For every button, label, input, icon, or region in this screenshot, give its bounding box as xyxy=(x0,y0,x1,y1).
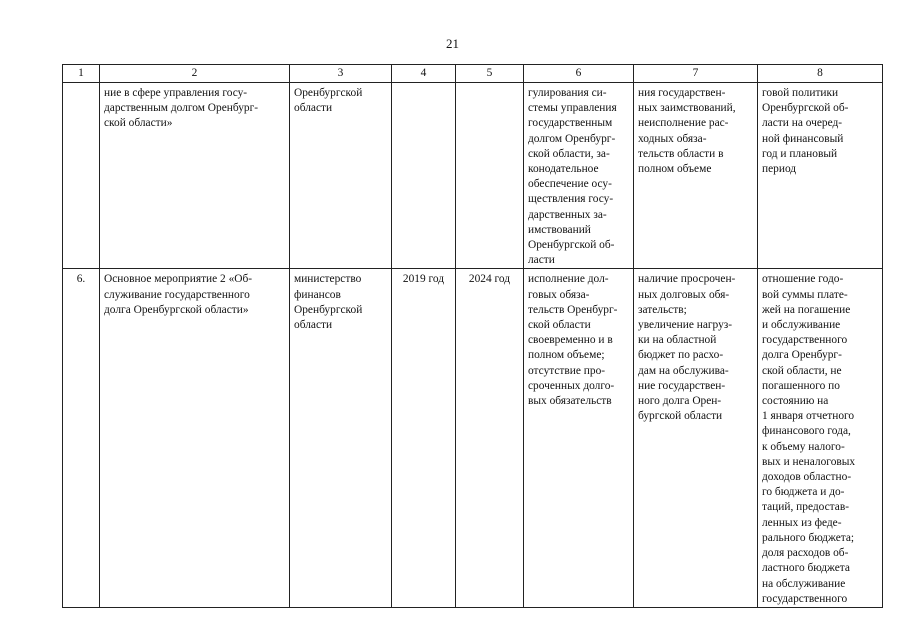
indicator-link: отношение годо- вой суммы плате- жей на погашение и обслуживание государственного долга Оренбург- ской области, не погашенного по состоянию на 1 января отчетного финансового года, к объему налого- вых и неналоговых доходов областно- го бюджета и до- таций, предостав- ленных из феде- рального бюджета; доля расходов об- ластного бюджета на обслуживание государственного xyxy=(762,273,856,605)
column-header-8: 8 xyxy=(758,65,883,83)
executor-cell xyxy=(290,83,392,269)
consequences: наличие просрочен- ных долговых обя- зательств; увеличение нагруз- ки на областной бюджет по расхо- дам на обслужива- ние государствен- ного долга Орен- бургской области xyxy=(638,273,736,423)
start-year-cell xyxy=(392,269,456,607)
end-year-cell xyxy=(456,83,524,269)
activity-name: Основное мероприятие 2 «Об- служивание государственного долга Оренбургской области» xyxy=(104,273,253,316)
activity-name-cell xyxy=(100,269,290,607)
column-header-3: 3 xyxy=(290,65,392,83)
column-header-1: 1 xyxy=(63,65,100,83)
expected-result: гулирования си- стемы управления государственным долгом Оренбург- ской области, за- конодательное обеспечение осу- ществления госу- дарственных за- имствований Оренбургской об- ласти xyxy=(528,87,617,267)
consequences-cell xyxy=(634,269,758,607)
consequences: ния государствен- ных заимствований, неисполнение рас- ходных обяза- тельств области в полном объеме xyxy=(638,87,736,176)
column-header-4: 4 xyxy=(392,65,456,83)
table-row xyxy=(63,269,883,607)
indicator-link-cell xyxy=(758,83,883,269)
indicator-link-cell xyxy=(758,269,883,607)
start-year-cell xyxy=(392,83,456,269)
activity-name-cell xyxy=(100,83,290,269)
activity-name: ние в сфере управления госу- дарственным долгом Оренбург- ской области» xyxy=(104,87,259,130)
row-number-cell xyxy=(63,83,100,269)
end-year-cell xyxy=(456,269,524,607)
indicator-link: говой политики Оренбургской об- ласти на очеред- ной финансовый год и плановый период xyxy=(762,87,849,176)
column-header-7: 7 xyxy=(634,65,758,83)
page-number: 21 xyxy=(446,36,459,51)
row-number-cell xyxy=(63,269,100,607)
consequences-cell xyxy=(634,83,758,269)
expected-result-cell xyxy=(524,269,634,607)
executor: министерство финансов Оренбургской области xyxy=(294,273,363,332)
end-year: 2024 год xyxy=(468,273,511,286)
expected-result: исполнение дол- говых обяза- тельств Оренбург- ской области своевременно и в полном объеме; отсутствие про- сроченных долго- вых обязательств xyxy=(528,273,618,408)
row-number: 6. xyxy=(76,273,86,286)
column-header-5: 5 xyxy=(456,65,524,83)
column-header-6: 6 xyxy=(524,65,634,83)
column-header-2: 2 xyxy=(100,65,290,83)
expected-result-cell xyxy=(524,83,634,269)
program-activities-table xyxy=(62,64,883,608)
table-row xyxy=(63,83,883,269)
executor: Оренбургской области xyxy=(294,87,363,115)
start-year: 2019 год xyxy=(402,273,445,286)
table-header-row xyxy=(63,65,883,83)
executor-cell xyxy=(290,269,392,607)
